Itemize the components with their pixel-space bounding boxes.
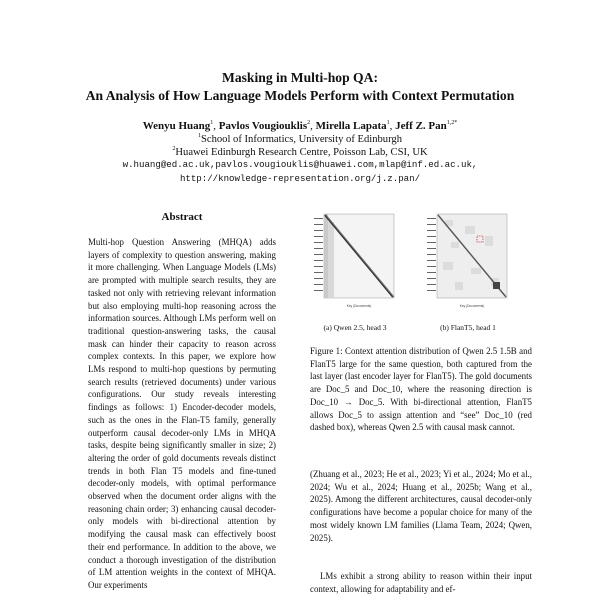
subfigure-caption-a: (a) Qwen 2.5, head 3 (323, 323, 387, 332)
subfigure-caption-b: (b) FlanT5, head 1 (440, 323, 496, 332)
figure-caption: Figure 1: Context attention distribution of Qwen 2.5 1.5B and FlanT5 large for the same question, both captured from the last layer (last encoder layer for FlanT5). The gold documents are Doc_5 and Doc_10, where the reasoning direction is Doc_10 → Doc_5. With bi-directional attention, FlanT5 allows Doc_5 to assign attention and “see” Doc_10 (red dashed box), whereas Qwen 2.5 with causal mask cannot. (310, 346, 532, 433)
abstract-heading: Abstract (161, 211, 203, 223)
author-list: Wenyu Huang$^1$, Pavlos Vougiouklis$^2$, Mirella Lapata$^1$, Jeff Z. Pan$^{1,2*}$ (142, 120, 458, 132)
body-paragraph-2: LMs exhibit a strong ability to reason within their input context, allowing for adaptability and ef- (310, 571, 532, 594)
abstract-text: Multi-hop Question Answering (MHQA) adds layers of complexity to question answering, making it more challenging. When Language Models (LMs) are prompted with multiple search results, they are tasked not only with retrieving relevant information but also employing multi-hop reasoning across the information sources. Although LMs perform well on traditional question-answering tasks, the causal mask can hinder their capacity to reason across complex contexts. In this paper, we explore how LMs respond to multi-hop questions by permuting search results (retrieved documents) under various configurations. Our study reveals interesting findings as follows: 1) Encoder-decoder models, such as the ones in the Flan-T5 family, generally outperform causal decoder-only LMs in MHQA tasks, despite being significantly smaller in size; 2) altering the order of gold documents reveals distinct trends in both Flan T5 models and fine-tuned decoder-only models, with optimal performance observed when the document order aligns with the reasoning chain order; 3) enhancing causal decoder-only models with bi-directional attention by modifying the causal mask can effectively boost their end performance. In addition to the above, we conduct a thorough investigation of the distribution of LM attention weights in the context of MHQA. Our experiments (88, 237, 276, 590)
paper-title (0, 69, 600, 105)
affiliation-1: $^1$School of Informatics, University of Edinburgh (197, 133, 403, 145)
heatmap-x-label: Key (Documents) (459, 304, 485, 308)
heatmap-y-ticks (427, 218, 436, 291)
author-name: Wenyu Huang (142, 120, 211, 132)
attention-heatmap-flant5 (425, 212, 509, 310)
author-name: Mirella Lapata (315, 120, 387, 132)
author-url[interactable]: http://knowledge-representation.org/j.z.pan/ (179, 173, 421, 184)
affiliation-2: $^2$Huawei Edinburgh Research Centre, Poisson Lab, CSI, UK (172, 146, 428, 158)
heatmap-grid (437, 214, 507, 298)
title-line-2: An Analysis of How Language Models Perform with Context Permutation (85, 88, 515, 103)
heatmap-grid (324, 214, 394, 298)
author-emails: w.huang@ed.ac.uk,pavlos.vougiouklis@huawei.com,mlap@inf.ed.ac.uk, (122, 159, 478, 170)
title-line-1: Masking in Multi-hop QA: (222, 70, 378, 85)
body-paragraph-1: (Zhuang et al., 2023; He et al., 2023; Yi et al., 2024; Mo et al., 2024; Wu et al., 2024; Huang et al., 2025b; Wang et al., 2025). Among the different architectures, causal decoder-only configurations have become a popular choice for many of the most widely known LM families (Llama Team, 2024; Qwen, 2025). (310, 469, 532, 543)
author-name: Pavlos Vougiouklis (218, 120, 308, 132)
heatmap-x-label: Key (Documents) (346, 304, 372, 308)
heatmap-y-ticks (314, 218, 323, 291)
attention-heatmap-qwen (312, 212, 396, 310)
author-name: Jeff Z. Pan (395, 120, 447, 132)
